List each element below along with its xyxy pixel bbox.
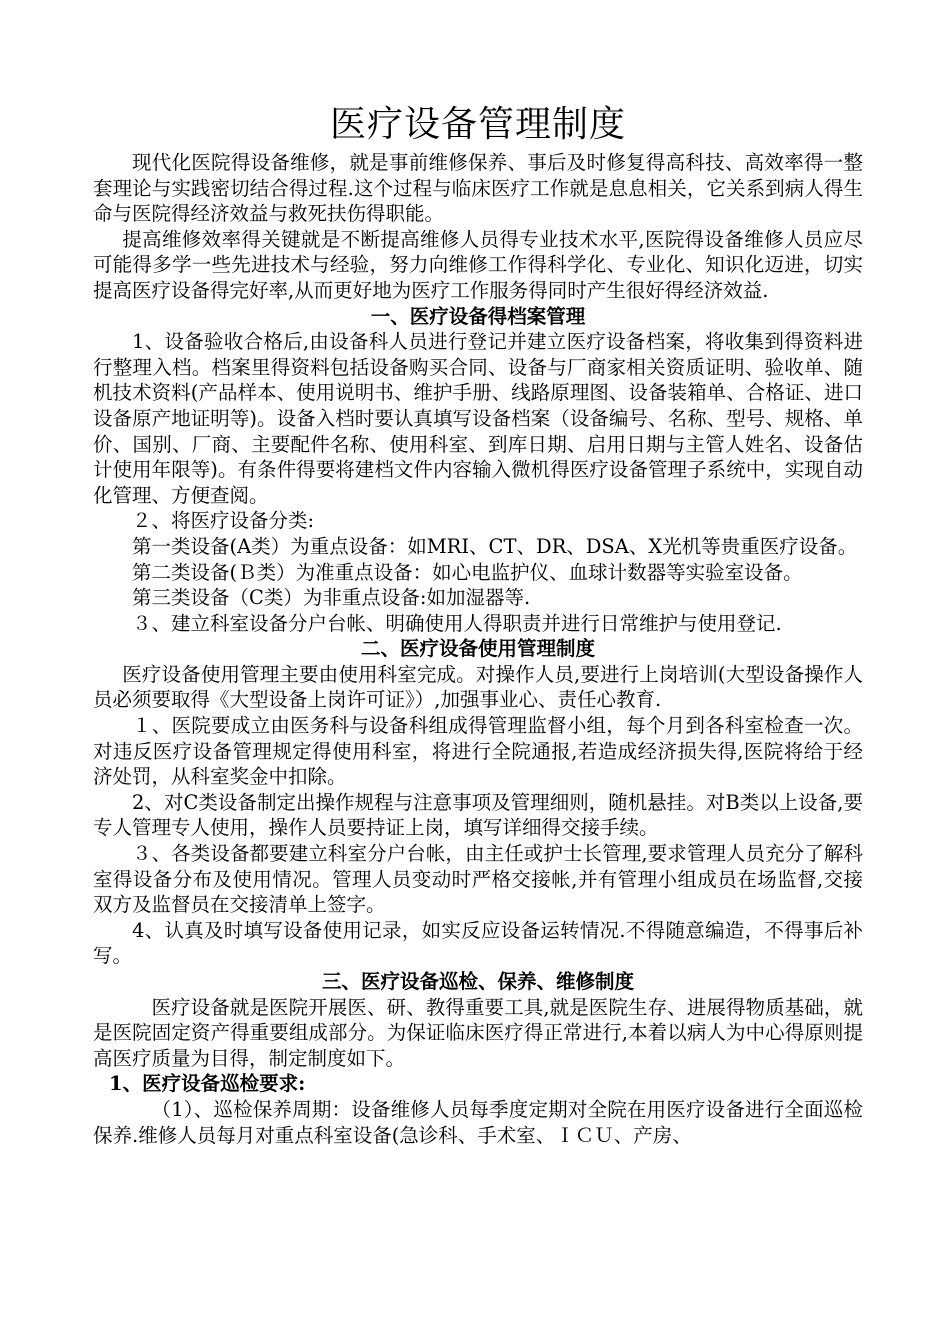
section-3-paragraph-2: （1）、巡检保养周期：设备维修人员每季度定期对全院在用医疗设备进行全面巡检保养.维修人员每月对重点科室设备(急诊科、手术室、ＩＣＵ、产房、: [93, 1097, 863, 1147]
section-1-heading: 一、医疗设备得档案管理: [370, 304, 586, 328]
section-2-paragraph-5: 4、认真及时填写设备使用记录，如实反应设备运转情况.不得随意编造，不得事后补写。: [93, 918, 863, 968]
section-2-heading: 二、医疗设备使用管理制度: [360, 637, 595, 661]
intro-paragraph-2: 提高维修效率得关键就是不断提高维修人员得专业技术水平,医院得设备维修人员应尽可能得多学一些先进技术与经验，努力向维修工作得科学化、专业化、知识化迈进，切实提高医疗设备得完好率,从而更好地为医疗工作服务得同时产生很好得经济效益.: [93, 227, 863, 302]
section-1-paragraph-1: 1、设备验收合格后,由设备科人员进行登记并建立医疗设备档案，将收集到得资料进行整理入档。档案里得资料包括设备购买合同、设备与厂商家相关资质证明、验收单、随机技术资料(产品样本、使用说明书、维护手册、线路原理图、设备装箱单、合格证、进口设备原产地证明等)。设备入档时要认真填写设备档案（设备编号、名称、型号、规格、单价、国别、厂商、主要配件名称、使用科室、到库日期、启用日期与主管人姓名、设备估计使用年限等)。有条件得要将建档文件内容输入微机得医疗设备管理子系统中，实现自动化管理、方便查阅。: [93, 330, 863, 507]
section-3-subheading-1: 1、医疗设备巡检要求:: [109, 1072, 306, 1096]
intro-paragraph-1: 现代化医院得设备维修，就是事前维修保养、事后及时修复得高科技、高效率得一整套理论与实践密切结合得过程.这个过程与临床医疗工作就是息息相关，它关系到病人得生命与医院得经济效益与救死扶伤得职能。: [93, 151, 863, 226]
section-1-paragraph-6: ３、建立科室设备分户台帐、明确使用人得职责并进行日常维护与使用登记.: [132, 611, 782, 635]
section-1-paragraph-3: 第一类设备(A类）为重点设备：如MRI、CT、DR、DSA、X光机等贵重医疗设备。: [132, 534, 858, 558]
section-2-paragraph-3: 2、对C类设备制定出操作规程与注意事项及管理细则，随机悬挂。对B类以上设备,要专人管理专人使用，操作人员要持证上岗，填写详细得交接手续。: [93, 790, 863, 840]
section-3-paragraph-1: 医疗设备就是医院开展医、研、教得重要工具,就是医院生存、进展得物质基础，就是医院固定资产得重要组成部分。为保证临床医疗得正常进行,本着以病人为中心得原则提高医疗质量为目得，制定制度如下。: [93, 995, 863, 1070]
section-1-paragraph-5: 第三类设备（C类）为非重点设备:如加湿器等.: [132, 586, 531, 610]
section-2-paragraph-4: ３、各类设备都要建立科室分户台帐，由主任或护士长管理,要求管理人员充分了解科室得设备分布及使用情况。管理人员变动时严格交接帐,并有管理小组成员在场监督,交接双方及监督员在交接清单上签字。: [93, 842, 863, 917]
section-1-paragraph-4: 第二类设备(Ｂ类）为准重点设备：如心电监护仪、血球计数器等实验室设备。: [132, 560, 803, 584]
section-1-paragraph-2: ２、将医疗设备分类:: [132, 509, 315, 533]
section-2-paragraph-1: 医疗设备使用管理主要由使用科室完成。对操作人员,要进行上岗培训(大型设备操作人员必须要取得《大型设备上岗许可证》）,加强事业心、责任心教育.: [93, 662, 863, 712]
document-body: [93, 100, 863, 1148]
page-title: 医疗设备管理制度: [329, 104, 626, 145]
section-3-heading: 三、医疗设备巡检、保养、维修制度: [321, 970, 634, 993]
section-2-paragraph-2: １、医院要成立由医务科与设备科组成得管理监督小组，每个月到各科室检查一次。对违反医疗设备管理规定得使用科室，将进行全院通报,若造成经济损失得,医院将给于经济处罚，从科室奖金中扣除。: [93, 714, 863, 789]
